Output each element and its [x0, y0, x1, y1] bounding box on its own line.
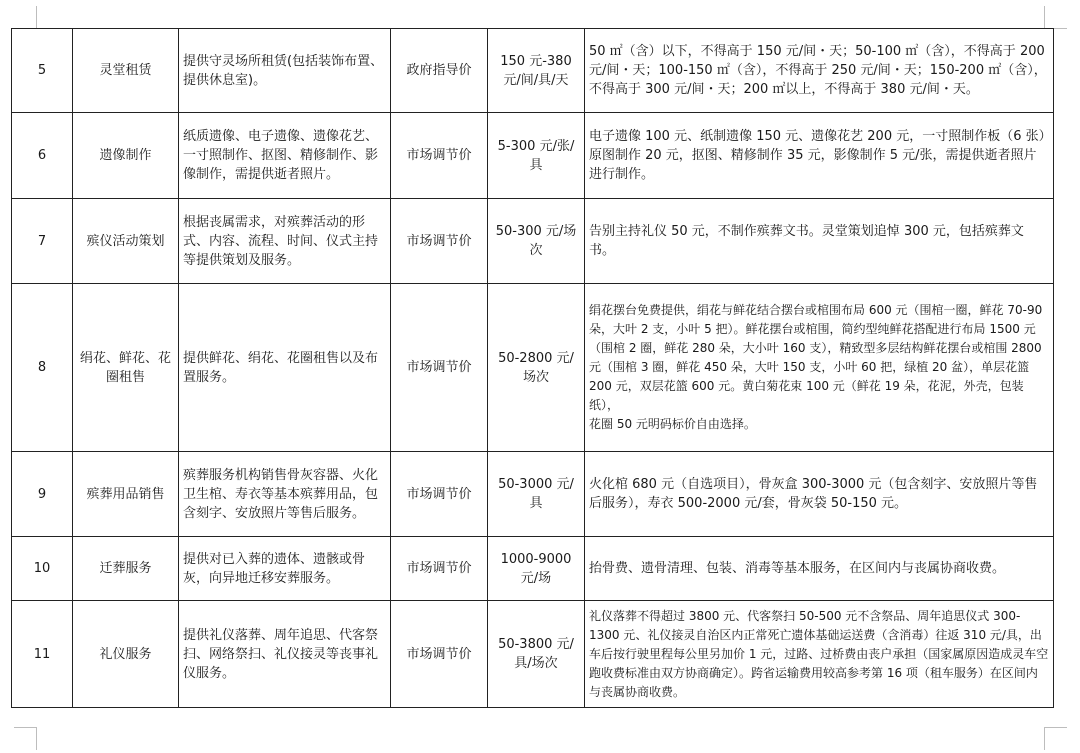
service-content: 提供鲜花、绢花、花圈租售以及布置服务。 [179, 284, 391, 452]
table-row [12, 199, 1054, 284]
row-number: 11 [12, 601, 73, 708]
row-number: 7 [12, 199, 73, 284]
row-number: 9 [12, 452, 73, 537]
price-range: 50-2800 元/场次 [488, 284, 585, 452]
crop-mark-top-left [14, 6, 37, 29]
service-content: 提供对已入葬的遗体、遗骸或骨灰，向异地迁移安葬服务。 [179, 537, 391, 601]
service-name: 殡仪活动策划 [73, 199, 179, 284]
price-type: 市场调节价 [391, 113, 488, 199]
crop-mark-top-right [1044, 6, 1067, 29]
row-number: 10 [12, 537, 73, 601]
price-notes: 绢花摆台免费提供，绢花与鲜花结合摆台或棺围布局 600 元（围棺一圈，鲜花 70-90 朵，大叶 2 支，小叶 5 把）。鲜花摆台或棺围，简约型纯鲜花搭配进行布局 1500 元（围棺 2 圈，鲜花 280 朵，大小叶 160 支），精致型多层结构鲜花摆台或棺围 2800 元（围棺 3 圈，鲜花 450 朵，大叶 150 支，小叶 60 把，绿植 20 盆），单层花篮 200 元，双层花篮 600 元。黄白菊花束 100 元（鲜花 19 朵，花泥，外壳，包装纸）， 花圈 50 元明码标价自由选择。 [585, 284, 1054, 452]
price-notes: 火化棺 680 元（自选项目），骨灰盒 300-3000 元（包含刻字、安放照片等售后服务），寿衣 500-2000 元/套，骨灰袋 50-150 元。 [585, 452, 1054, 537]
table-row [12, 601, 1054, 708]
price-notes: 电子遗像 100 元、纸制遗像 150 元、遗像花艺 200 元，一寸照制作板（6 张）原图制作 20 元，抠图、精修制作 35 元，影像制作 5 元/张，需提供逝者照片进行制作。 [585, 113, 1054, 199]
price-range: 50-3800 元/具/场次 [488, 601, 585, 708]
service-name: 迁葬服务 [73, 537, 179, 601]
service-name: 礼仪服务 [73, 601, 179, 708]
price-notes: 抬骨费、遗骨清理、包装、消毒等基本服务，在区间内与丧属协商收费。 [585, 537, 1054, 601]
service-name: 绢花、鲜花、花圈租售 [73, 284, 179, 452]
service-content: 殡葬服务机构销售骨灰容器、火化卫生棺、寿衣等基本殡葬用品，包含刻字、安放照片等售后服务。 [179, 452, 391, 537]
price-type: 市场调节价 [391, 601, 488, 708]
service-name: 遗像制作 [73, 113, 179, 199]
row-number: 5 [12, 29, 73, 113]
row-number: 6 [12, 113, 73, 199]
table-row [12, 537, 1054, 601]
price-range: 150 元-380 元/间/具/天 [488, 29, 585, 113]
row-number: 8 [12, 284, 73, 452]
service-content: 提供礼仪落葬、周年追思、代客祭扫、网络祭扫、礼仪接灵等丧事礼仪服务。 [179, 601, 391, 708]
price-type: 市场调节价 [391, 199, 488, 284]
price-range: 1000-9000 元/场 [488, 537, 585, 601]
table-row [12, 284, 1054, 452]
fee-table [11, 28, 1054, 708]
service-name: 灵堂租赁 [73, 29, 179, 113]
service-content: 根据丧属需求，对殡葬活动的形式、内容、流程、时间、仪式主持等提供策划及服务。 [179, 199, 391, 284]
service-content: 纸质遗像、电子遗像、遗像花艺、一寸照制作、抠图、精修制作、影像制作，需提供逝者照片。 [179, 113, 391, 199]
price-range: 5-300 元/张/具 [488, 113, 585, 199]
table-row [12, 29, 1054, 113]
service-content: 提供守灵场所租赁(包括装饰布置、提供休息室)。 [179, 29, 391, 113]
price-type: 市场调节价 [391, 537, 488, 601]
price-type: 市场调节价 [391, 452, 488, 537]
price-type: 政府指导价 [391, 29, 488, 113]
service-name: 殡葬用品销售 [73, 452, 179, 537]
crop-mark-bottom-left [14, 727, 37, 750]
table-row [12, 452, 1054, 537]
table-row [12, 113, 1054, 199]
price-type: 市场调节价 [391, 284, 488, 452]
price-range: 50-3000 元/具 [488, 452, 585, 537]
price-notes: 告别主持礼仪 50 元，不制作殡葬文书。灵堂策划追悼 300 元，包括殡葬文书。 [585, 199, 1054, 284]
price-notes: 礼仪落葬不得超过 3800 元、代客祭扫 50-500 元不含祭品、周年追思仪式 300-1300 元、礼仪接灵自治区内正常死亡遗体基础运送费（含消毒）往返 310 元/具，出车后按行驶里程每公里另加价 1 元，过路、过桥费由丧户承担（国家属原因造成灵车空跑收费标准由双方协商确定）。跨省运输费用较高参考第 16 项（租车服务）在区间内与丧属协商收费。 [585, 601, 1054, 708]
price-range: 50-300 元/场次 [488, 199, 585, 284]
crop-mark-bottom-right [1044, 727, 1067, 750]
price-notes: 50 ㎡（含）以下，不得高于 150 元/间・天；50-100 ㎡（含），不得高于 200 元/间・天；100-150 ㎡（含），不得高于 250 元/间・天；150-200 ㎡（含），不得高于 300 元/间・天；200 ㎡以上，不得高于 380 元/间・天。 [585, 29, 1054, 113]
